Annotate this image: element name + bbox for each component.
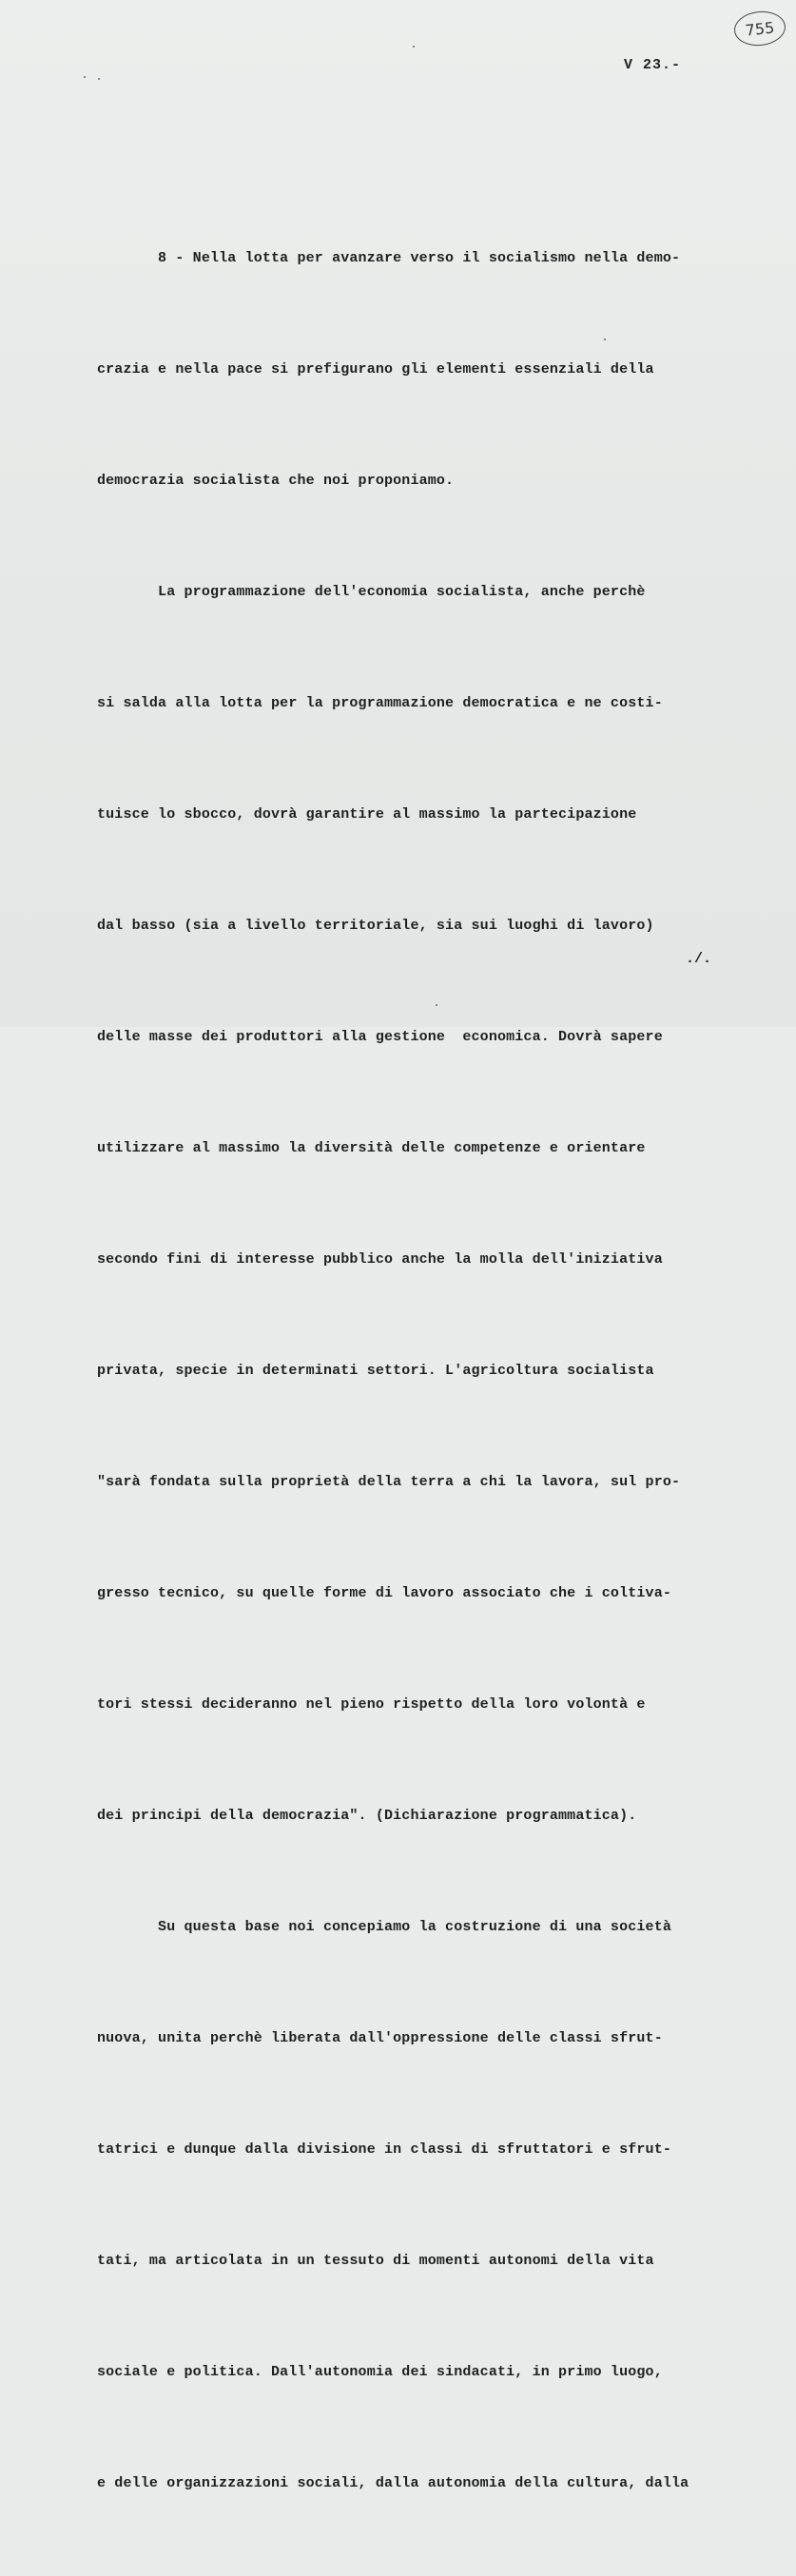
text-line: tori stessi decideranno nel pieno rispetto della loro volontà e (97, 1696, 646, 1713)
paper-speck (413, 46, 415, 48)
text-line: gresso tecnico, su quelle forme di lavoro associato che i coltiva- (97, 1585, 671, 1601)
text-line: dei principi della democrazia". (Dichiarazione programmatica). (97, 1808, 637, 1824)
text-line: "sarà fondata sulla proprietà della terra a chi la lavora, sul pro- (97, 1474, 681, 1490)
text-line: delle masse dei produttori alla gestione economica. Dovrà sapere (97, 1029, 663, 1045)
text-line: Su questa base noi concepiamo la costruzione di una società (97, 1919, 671, 1935)
page-number: V 23.- (624, 57, 682, 73)
text-line: secondo fini di interesse pubblico anche la molla dell'iniziativa (97, 1251, 663, 1268)
text-line: tuisce lo sbocco, dovrà garantire al massimo la partecipazione (97, 806, 637, 823)
text-line: tatrici e dunque dalla divisione in classi di sfruttatori e sfrut- (97, 2141, 671, 2158)
text-line: dal basso (sia a livello territoriale, sia sui luoghi di lavoro) (97, 918, 654, 934)
paper-speck (84, 76, 86, 78)
paper-speck (98, 78, 100, 80)
text-line: La programmazione dell'economia socialista, anche perchè (97, 584, 646, 600)
text-line: nuova, unita perchè liberata dall'oppressione delle classi sfrut- (97, 2030, 663, 2046)
text-line: tati, ma articolata in un tessuto di momenti autonomi della vita (97, 2253, 654, 2269)
text-line: 8 - Nella lotta per avanzare verso il socialismo nella demo- (97, 250, 681, 266)
text-line: si salda alla lotta per la programmazione democratica e ne costi- (97, 695, 663, 711)
continuation-mark: ./. (686, 951, 712, 967)
text-line: privata, specie in determinati settori. L'agricoltura socialista (97, 1363, 654, 1379)
document-body (97, 165, 753, 2576)
text-line: crazia e nella pace si prefigurano gli elementi essenziali della (97, 361, 654, 378)
text-line: utilizzare al massimo la diversità delle competenze e orientare (97, 1140, 646, 1156)
text-line: sociale e politica. Dall'autonomia dei sindacati, in primo luogo, (97, 2364, 663, 2380)
text-line: democrazia socialista che noi proponiamo. (97, 473, 455, 489)
archive-stamp: 755 (732, 9, 786, 48)
paper-speck (436, 1004, 437, 1006)
text-line: e delle organizzazioni sociali, dalla autonomia della cultura, dalla (97, 2475, 689, 2491)
paper-speck (604, 339, 606, 340)
